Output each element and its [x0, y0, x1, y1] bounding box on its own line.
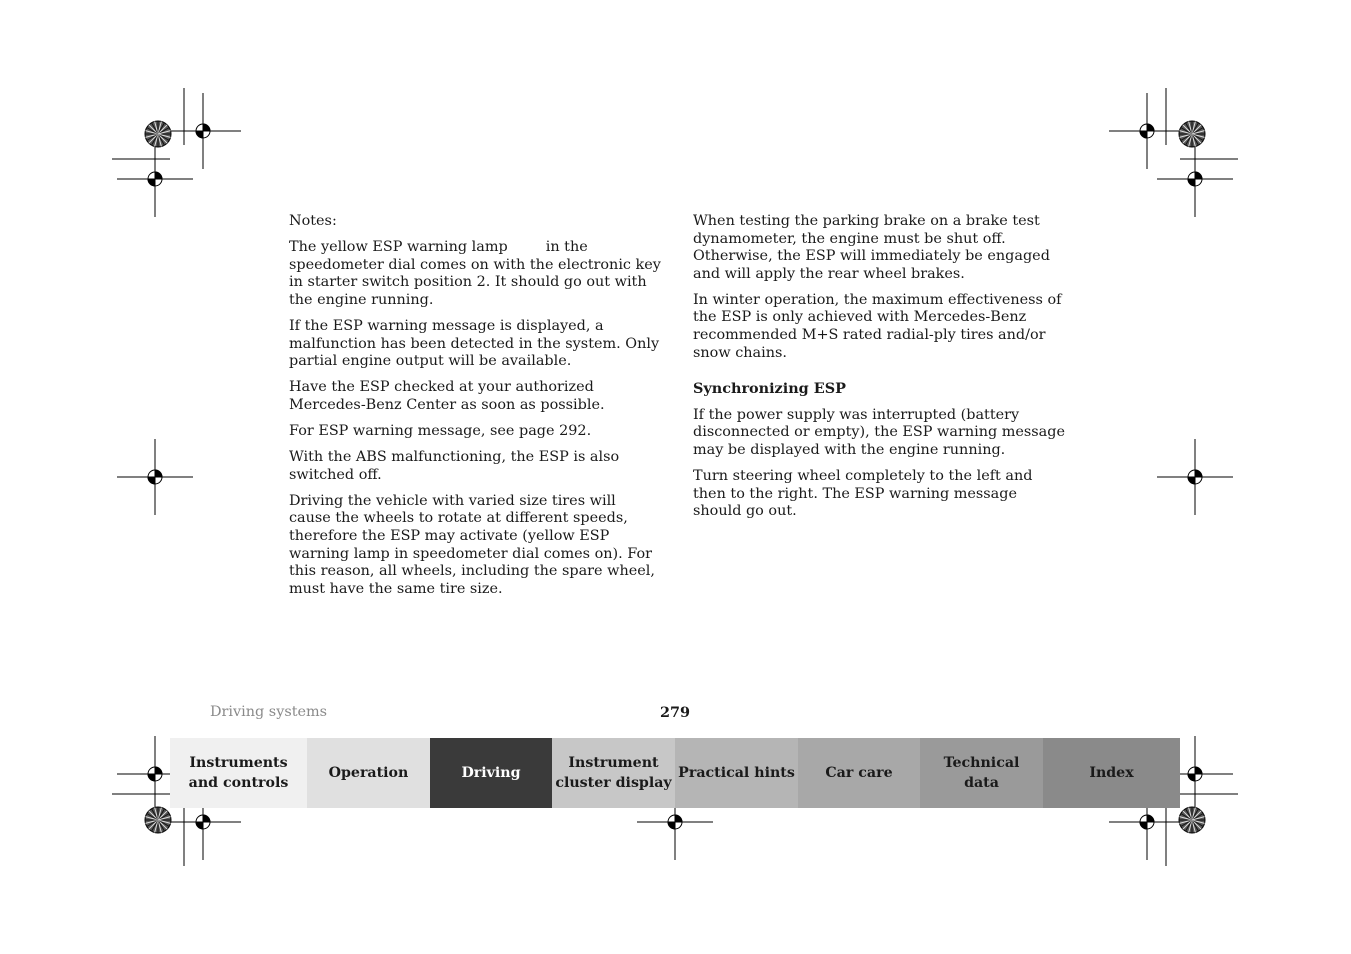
tab-label: Driving [461, 765, 521, 781]
starburst-target-icon [1179, 121, 1205, 147]
registration-crosshair-icon [1109, 93, 1185, 169]
tab-label: Instrument cluster display [555, 755, 672, 791]
paragraph [289, 239, 661, 309]
paragraph: Turn steering wheel completely to the left and then to the right. The ESP warning message should go out. [693, 468, 1033, 520]
tab-technical-data[interactable] [920, 738, 1043, 808]
tab-index[interactable] [1043, 738, 1180, 808]
registration-crosshair-icon [117, 439, 193, 515]
paragraph: For ESP warning message, see page 292. [289, 422, 592, 439]
page-number: 279 [659, 704, 691, 721]
paragraph: If the power supply was interrupted (battery disconnected or empty), the ESP warning message may be displayed with the engine running. [693, 406, 1065, 459]
tab-instruments-and-controls[interactable] [170, 738, 307, 808]
paragraph: If the ESP warning message is displayed, a malfunction has been detected in the system. Only partial engine output will be available. [289, 317, 660, 370]
registration-crosshair-icon [165, 93, 241, 169]
starburst-target-icon [1179, 807, 1205, 833]
tab-instrument-cluster-display[interactable] [552, 738, 675, 808]
tab-driving[interactable] [430, 738, 552, 808]
paragraph: Driving the vehicle with varied size tires will cause the wheels to rotate at different speeds, therefore the ESP may activate (yellow ESP warning lamp in speedometer dial comes on). For this reason, all wheels, including the spare wheel, must have the same tire size. [289, 492, 655, 597]
tab-operation[interactable] [307, 738, 430, 808]
paragraph: With the ABS malfunctioning, the ESP is also switched off. [289, 449, 620, 483]
left-column [289, 213, 661, 607]
tab-label: Index [1089, 765, 1134, 781]
tab-car-care[interactable] [798, 738, 920, 808]
starburst-target-icon [145, 121, 171, 147]
section-heading: Synchronizing ESP [693, 380, 846, 398]
tab-label: Operation [328, 765, 409, 781]
footer-section-name: Driving systems [210, 704, 328, 720]
registration-crosshair-icon [1157, 439, 1233, 515]
registration-crosshair-icon [117, 141, 193, 217]
notes-label: Notes: [289, 213, 337, 229]
paragraph-text: in the speedometer dial comes on with the electronic key in starter switch position 2. It should go out with the engine running. [289, 239, 661, 308]
tab-label: Practical hints [678, 765, 795, 781]
paragraph: In winter operation, the maximum effectiveness of the ESP is only achieved with Mercedes-Benz recommended M+S rated radial-ply tires and/or snow chains. [693, 291, 1062, 361]
starburst-target-icon [145, 807, 171, 833]
right-column [693, 213, 1065, 529]
chapter-navigation [170, 738, 1180, 808]
tab-label: Instruments and controls [188, 755, 289, 791]
paragraph: Have the ESP checked at your authorized Mercedes-Benz Center as soon as possible. [289, 379, 605, 413]
paragraph: When testing the parking brake on a brake test dynamometer, the engine must be shut off. Otherwise, the ESP will immediately be engaged and will apply the rear wheel brakes. [693, 213, 1050, 282]
tab-practical-hints[interactable] [675, 738, 798, 808]
tab-label: Car care [825, 765, 893, 781]
registration-crosshair-icon [1157, 141, 1233, 217]
paragraph-text: The yellow ESP warning lamp [289, 239, 508, 256]
tab-label: Technical data [943, 755, 1020, 791]
